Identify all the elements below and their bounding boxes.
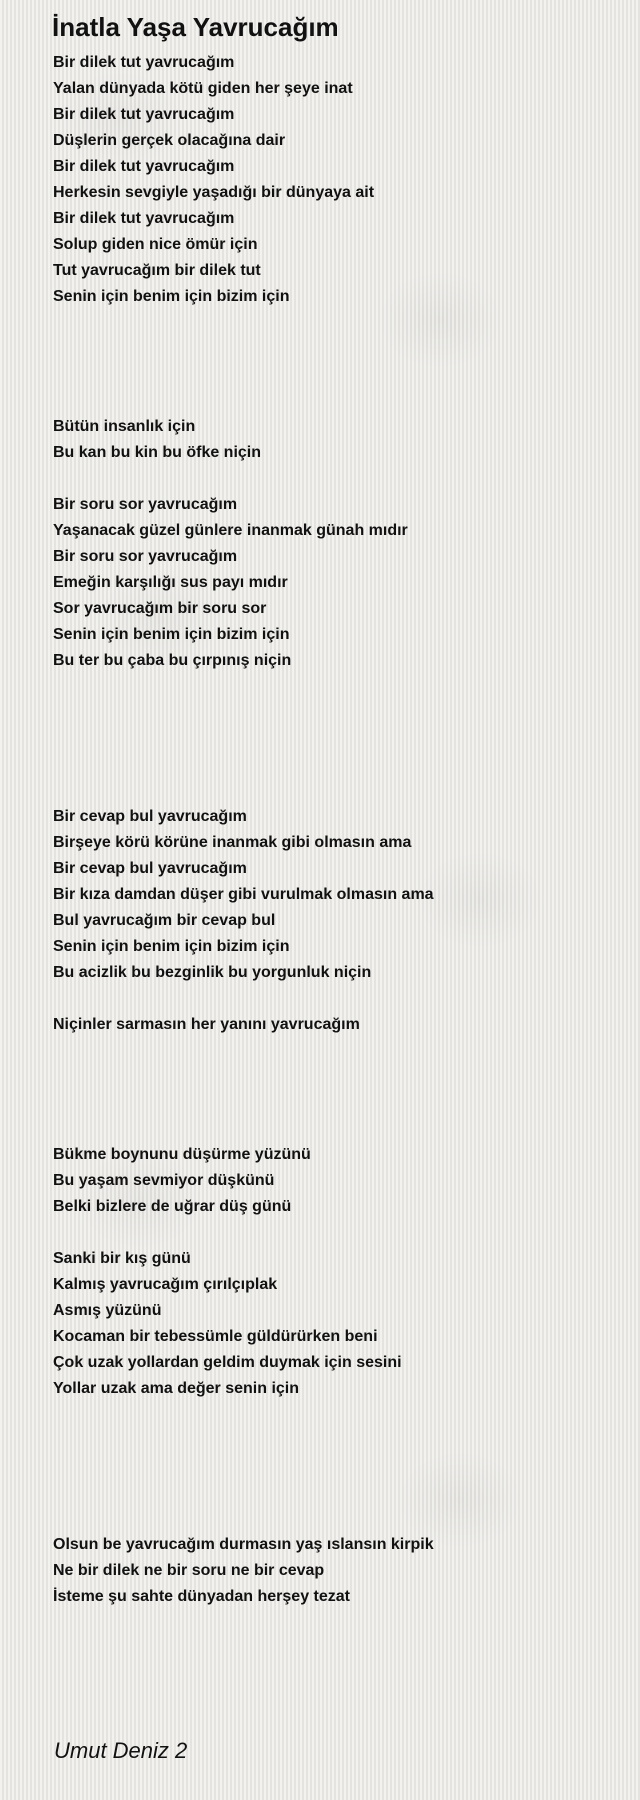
poem-line: Bu ter bu çaba bu çırpınış niçin [53,652,292,669]
poem-blank-line [53,1428,623,1454]
poem-line: Ne bir dilek ne bir soru ne bir cevap [53,1562,325,1579]
poem-blank-line [53,700,623,726]
poem-line: Bir cevap bul yavrucağım [53,808,247,825]
poem-blank-line [53,388,623,414]
poem-blank-line [53,1506,623,1532]
poem-line: Senin için benim için bizim için [53,938,290,955]
poem-line: Birşeye körü körüne inanmak gibi olmasın ama [53,834,412,851]
poem-line: Solup giden nice ömür için [53,236,258,253]
poem-line: Yaşanacak güzel günlere inanmak günah mıdır [53,522,408,539]
poem-line: Senin için benim için bizim için [53,288,290,305]
poem-line: Emeğin karşılığı sus payı mıdır [53,574,288,591]
poem-blank-line [53,1064,623,1090]
poem-blank-line [53,1454,623,1480]
poem-body [53,50,623,1610]
poem-line: Yollar uzak ama değer senin için [53,1380,300,1397]
poem-line: Bir cevap bul yavrucağım [53,860,247,877]
poem-line: Bul yavrucağım bir cevap bul [53,912,276,929]
poem-blank-line [53,336,623,362]
poem-blank-line [53,778,623,804]
poem-line: İsteme şu sahte dünyadan herşey tezat [53,1588,350,1605]
poem-line: Kalmış yavrucağım çırılçıplak [53,1276,278,1293]
poem-blank-line [53,726,623,752]
poem-line: Bir kıza damdan düşer gibi vurulmak olmasın ama [53,886,434,903]
poem-line: Herkesin sevgiyle yaşadığı bir dünyaya ait [53,184,375,201]
poem-line: Çok uzak yollardan geldim duymak için sesini [53,1354,402,1371]
poem-line: Asmış yüzünü [53,1302,162,1319]
poem-blank-line [53,1480,623,1506]
poem-line: Düşlerin gerçek olacağına dair [53,132,286,149]
poem-blank-line [53,1116,623,1142]
poem-line: Bu acizlik bu bezginlik bu yorgunluk niçin [53,964,372,981]
poem-title: İnatla Yaşa Yavrucağım [52,12,339,42]
poem-line: Belki bizlere de uğrar düş günü [53,1198,292,1215]
poem-line: Bir dilek tut yavrucağım [53,54,235,71]
poem-line: Sor yavrucağım bir soru sor [53,600,267,617]
poem-line: Bir dilek tut yavrucağım [53,210,235,227]
poem-line: Senin için benim için bizim için [53,626,290,643]
poem-blank-line [53,1402,623,1428]
poem-blank-line [53,752,623,778]
poem-blank-line [53,310,623,336]
poem-line: Kocaman bir tebessümle güldürürken beni [53,1328,378,1345]
poem-blank-line [53,1090,623,1116]
poem-line: Niçinler sarmasın her yanını yavrucağım [53,1016,360,1033]
poem-blank-line [53,986,623,1012]
poem-line: Bir soru sor yavrucağım [53,548,238,565]
poem-line: Bu yaşam sevmiyor düşkünü [53,1172,275,1189]
poem-blank-line [53,1220,623,1246]
poem-line: Olsun be yavrucağım durmasın yaş ıslansın kirpik [53,1536,434,1553]
poem-line: Yalan dünyada kötü giden her şeye inat [53,80,353,97]
poem-line: Bir dilek tut yavrucağım [53,106,235,123]
poem-line: Bir soru sor yavrucağım [53,496,238,513]
poem-line: Bükme boynunu düşürme yüzünü [53,1146,311,1163]
poem-line: Bir dilek tut yavrucağım [53,158,235,175]
poem-author: Umut Deniz 2 [54,1738,188,1763]
poem-blank-line [53,466,623,492]
poem-blank-line [53,674,623,700]
poem-blank-line [53,1038,623,1064]
poem-line: Bu kan bu kin bu öfke niçin [53,444,262,461]
poem-line: Tut yavrucağım bir dilek tut [53,262,261,279]
poem-line: Bütün insanlık için [53,418,196,435]
poem-blank-line [53,362,623,388]
poem-line: Sanki bir kış günü [53,1250,191,1267]
